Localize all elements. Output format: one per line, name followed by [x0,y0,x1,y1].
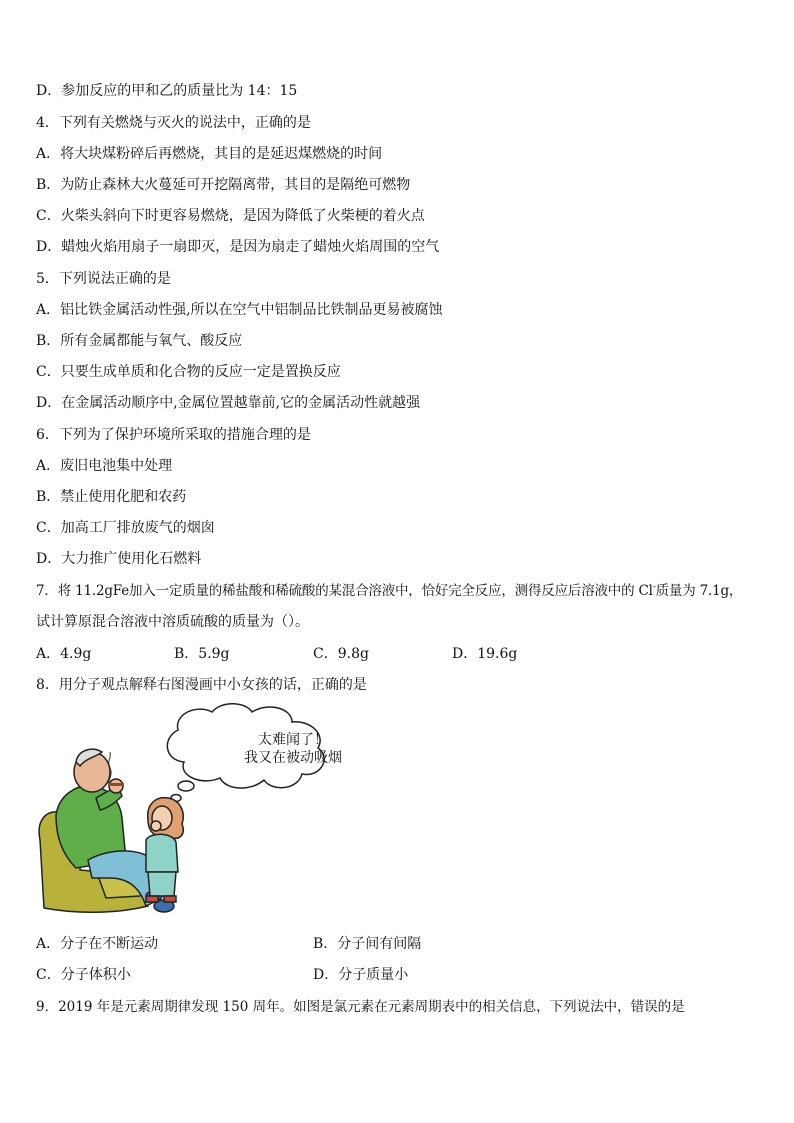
q5-option-d: D．在金属活动顺序中,金属位置越靠前,它的金属活动性就越强 [36,395,421,411]
q5-option-a: A．铝比铁金属活动性强,所以在空气中铝制品比铁制品更易被腐蚀 [36,302,443,318]
q7-stem-text-end: 质量为 7.1g， [655,583,743,599]
q8-stem: 8．用分子观点解释右图漫画中小女孩的话，正确的是 [36,677,367,693]
q8-option-d: D．分子质量小 [313,967,409,983]
bubble-text-line1: 太难闻了！ [258,732,328,748]
q7-option-d: D．19.6g [452,646,518,662]
girl [146,798,183,902]
q6-option-c: C．加高工厂排放废气的烟囱 [36,520,215,536]
q3-option-d: D．参加反应的甲和乙的质量比为 14：15 [36,83,298,99]
bubble-text-line2: 我又在被动吸烟 [244,750,342,766]
smoking-cartoon [36,700,342,920]
q5-option-c: C．只要生成单质和化合物的反应一定是置换反应 [36,364,341,380]
q5-stem: 5．下列说法正确的是 [36,271,171,287]
q4-option-d: D．蜡烛火焰用扇子一扇即灭，是因为扇走了蜡烛火焰周围的空气 [36,239,440,255]
q7-stem [36,581,742,601]
chloride-charge: - [652,582,656,593]
q6-option-a: A．废旧电池集中处理 [36,458,173,474]
q4-stem: 4．下列有关燃烧与灭火的说法中，正确的是 [36,115,311,131]
q8-option-c: C．分子体积小 [36,967,131,983]
q8-option-b: B．分子间有间隔 [313,936,422,952]
q6-option-d: D．大力推广使用化石燃料 [36,551,202,567]
q7-stem-text: 7．将 11.2gFe加入一定质量的稀盐酸和稀硫酸的某混合溶液中，恰好完全反应，测得反应后溶液中的 Cl [36,583,653,599]
q9-stem: 9．2019 年是元素周期律发现 150 周年。如图是氯元素在元素周期表中的相关信息，下列说法中，错误的是 [36,999,685,1015]
q7-option-b: B．5.9g [174,646,230,662]
q4-option-b: B．为防止森林大火蔓延可开挖隔离带，其目的是隔绝可燃物 [36,177,411,193]
q8-option-a: A．分子在不断运动 [36,936,159,952]
q7-option-c: C．9.8g [313,646,369,662]
q7-option-a: A．4.9g [36,646,92,662]
q6-stem: 6．下列为了保护环境所采取的措施合理的是 [36,427,311,443]
q4-option-c: C．火柴头斜向下时更容易燃烧，是因为降低了火柴梗的着火点 [36,208,425,224]
q6-option-b: B．禁止使用化肥和农药 [36,489,187,505]
q7-stem-line2: 试计算原混合溶液中溶质硫酸的质量为（）。 [36,614,309,630]
q4-option-a: A．将大块煤粉碎后再燃烧，其目的是延迟煤燃烧的时间 [36,146,383,162]
q5-option-b: B．所有金属都能与氧气、酸反应 [36,333,243,349]
